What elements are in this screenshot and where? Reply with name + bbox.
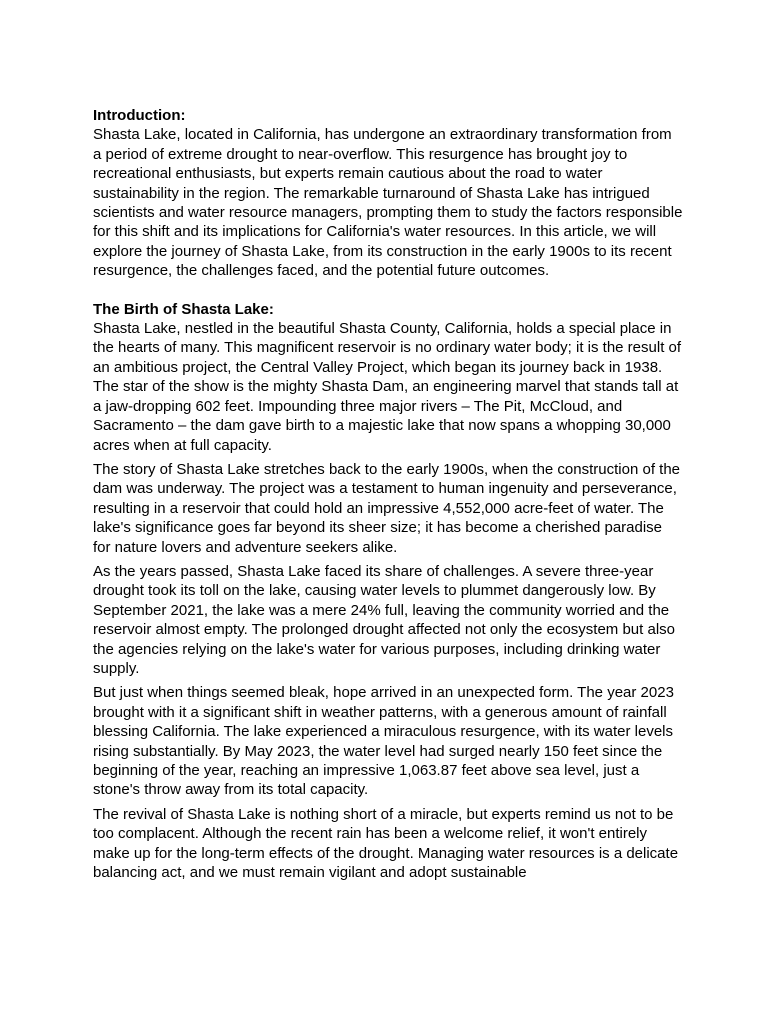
section-heading-introduction: Introduction: — [93, 107, 186, 124]
section-heading-birth-of-shasta-lake: The Birth of Shasta Lake: — [93, 300, 274, 318]
paragraph-birth-5: The revival of Shasta Lake is nothing short of a miracle, but experts remind us not to be too complacent. Although the recent rain has been a welcome relief, it won't entirely make up for the long-term effects of the drought. Managing water resources is a delicate balancing act, and we must remain vigilant and adopt sustainable — [93, 805, 679, 882]
document-body — [93, 106, 683, 882]
paragraph-birth-4: But just when things seemed bleak, hope arrived in an unexpected form. The year 2023 brought with it a significant shift in weather patterns, with a generous amount of rainfall blessing California. The lake experienced a miraculous resurgence, with its water levels rising substantially. By May 2023, the water level had surged nearly 150 feet since the beginning of the year, reaching an impressive 1,063.87 feet above sea level, just a stone's throw away from its total capacity. — [93, 684, 674, 799]
paragraph-birth-2: The story of Shasta Lake stretches back to the early 1900s, when the construction of the dam was underway. The project was a testament to human ingenuity and perseverance, resulting in a reservoir that could hold an impressive 4,552,000 acre-feet of water. The lake's significance goes far beyond its sheer size; it has become a cherished paradise for nature lovers and adventure seekers alike. — [93, 460, 680, 556]
paragraph-introduction: Shasta Lake, located in California, has undergone an extraordinary transformation from a period of extreme drought to near-overflow. This resurgence has brought joy to recreational enthusiasts, but experts remain cautious about the road to water sustainability in the region. The remarkable turnaround of Shasta Lake has intrigued scientists and water resource managers, prompting them to study the factors responsible for this shift and its implications for California's water resources. In this article, we will explore the journey of Shasta Lake, from its construction in the early 1900s to its recent resurgence, the challenges faced, and the potential future outcomes. — [93, 126, 683, 280]
paragraph-birth-1: Shasta Lake, nestled in the beautiful Shasta County, California, holds a special place in the hearts of many. This magnificent reservoir is no ordinary water body; it is the result of an ambitious project, the Central Valley Project, which began its journey back in 1938. The star of the show is the mighty Shasta Dam, an engineering marvel that stands tall at a jaw-dropping 602 feet. Impounding three major rivers – The Pit, McCloud, and Sacramento – the dam gave birth to a majestic lake that now spans a whopping 30,000 acres when at full capacity. — [93, 320, 682, 454]
paragraph-birth-3: As the years passed, Shasta Lake faced its share of challenges. A severe three-year drought took its toll on the lake, causing water levels to plummet dangerously low. By September 2021, the lake was a mere 24% full, leaving the community worried and the reservoir almost empty. The prolonged drought affected not only the ecosystem but also the agencies relying on the lake's water for various purposes, including drinking water supply. — [93, 562, 675, 677]
section-spacer — [93, 281, 683, 300]
